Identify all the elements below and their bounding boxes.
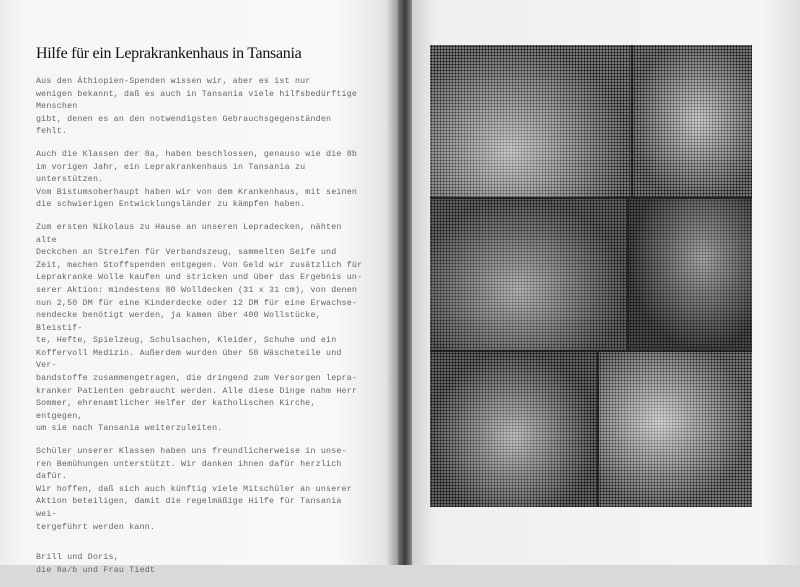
paragraph: Schüler unserer Klassen haben uns freundlicherweise in unse- ren Bemühungen unterstützt. Wir danken ihnen dafür herzlich dafür. Wir hoffen, daß sich auch künftig viele Mitschüler an unserer Aktion beteiligen, damit die regelmäßige Hilfe für Tansania wei- tergeführt werden kann. [36, 447, 352, 532]
article-body [36, 76, 366, 587]
photo-pupils-desks [430, 199, 627, 350]
signature: Brill und Doris, die 8a/b und Frau Tiedt [36, 553, 156, 575]
left-page [0, 0, 398, 575]
photo-classroom [430, 45, 631, 197]
photo-students-folding [599, 352, 752, 507]
book-gutter [398, 0, 412, 565]
paragraph: Zum ersten Nikolaus zu Hause an unseren Lepradecken, nähten alte Deckchen an Streifen für Verbandszeug, sammelten Seife und Zeit, machen Stoffspenden entgegen. Von Geld wir zusätzlich für Leprakranke Wolle kaufen und stricken und über das Ergebnis un- serer Aktion: mindestens 80 Wolldecken (31 x 31 cm), von denen nun 2,50 DM für eine Kinderdecke oder 12 DM für eine Erwachse- nendecke benötigt werden, ja kamen über 400 Wollstücke, Bleistif- te, Hefte, Spielzeug, Schulsachen, Kleider, Schuhe und ein Koffervoll Medizin. Außerdem wurden über 50 Wäscheteile und Ver- bandstoffe zusammengetragen, die dringend zum Versorgen lepra- kranker Patienten gebraucht werden. Alle diese Dinge nahm Herr Sommer, ehrenamtlicher Helfer der katholischen Kirche, entgegen, um sie nach Tansania weiterzuleiten. [36, 222, 363, 434]
photo-girls-knitting [633, 45, 752, 197]
page-title: Hilfe für ein Leprakrankenhaus in Tansania [36, 45, 302, 62]
paragraph: Aus den Äthiopien-Spenden wissen wir, aber es ist nur wenigen bekannt, daß es auch in Tansania viele hilfsbedürftige Menschen gibt, denen es an den notwendigsten Gebrauchsgegenständen fehlt. [36, 77, 358, 137]
photo-collage [430, 45, 752, 507]
paragraph: Auch die Klassen der 8a, haben beschlossen, genauso wie die 8b im vorigen Jahr, ein Leprakrankenhaus in Tansania zu unterstützen. Vom Bistumsoberhaupt haben wir von dem Krankenhaus, mit seinen die schwierigen Entwicklungsländer zu kämpfen haben. [36, 149, 358, 210]
photo-pupils-working [430, 352, 597, 507]
photo-girls-cloth [629, 199, 752, 350]
